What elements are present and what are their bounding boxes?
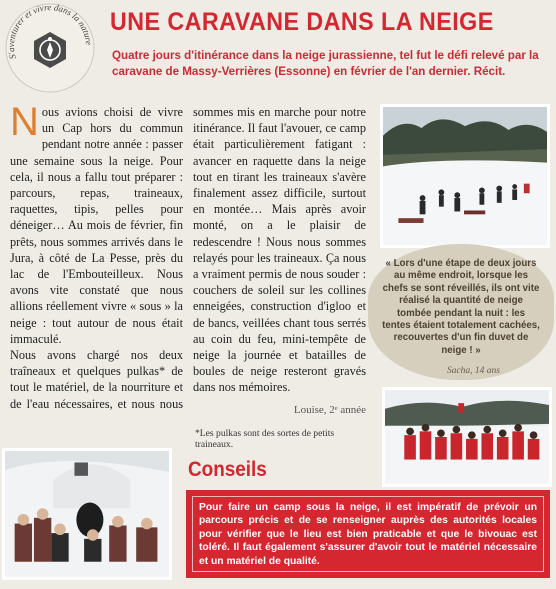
conseils-box — [186, 490, 550, 578]
section-badge — [4, 2, 96, 94]
photo-group — [382, 387, 552, 487]
article-title: UNE CARAVANE DANS LA NEIGE — [110, 8, 494, 36]
paragraph-2: Nous avons chargé nos deux traîneaux et quelques pulkas* de tout le matériel, de la nourriture et de l'eau nécessaires, et nous nous sommes mis en marche pour notre itinérance. Il faut l'avouer, ce camp était particulièrement fatigant : avancer en raquette dans la neige tout en tirant les traineaux s'avère finalement assez difficile, surtout en montée… Mais après avoir monté, on a le plaisir de redescendre ! Nous nous sommes relayés pour les traineaux. Ça nous a vraiment permis de nous souder : couchers de soleil sur les collines enneigées, construction d'igloo et de bancs, veillées chant tous serrés au coin du feu, mini-tempête de neige la journée et batailles de boules de neige resteront gravés dans nos mémoires. — [10, 105, 366, 411]
quote-author: Sacha, 14 ans — [446, 366, 500, 376]
quote-text: « Lors d'une étape de deux jours au même endroit, lorsque les chefs se sont réveillés, ils ont vite réalisé la quantité de neige tombée pendant la nuit : les tentes étaient totalement cachées, recouvertes d'un fin duvet de neige ! » — [382, 258, 540, 356]
conseils-text: Pour faire un camp sous la neige, il est impératif de prévoir un parcours précis et de se renseigner auprès des autorités locales pour vérifier que le lieu est bien praticable et que le bivouac est toléré. Il faut également s'assurer d'avoir tout le matériel nécessaire et un matériel de qualité. — [192, 496, 544, 572]
quote-bubble — [368, 244, 554, 380]
article-signature: Louise, 2ᵉ année — [293, 403, 366, 416]
conseils-title: Conseils — [188, 458, 267, 481]
badge-text: S'aventurer et vivre dans la nature — [5, 2, 95, 61]
footnote: *Les pulkas sont des sortes de petits traineaux. — [195, 428, 335, 450]
article-lede: Quatre jours d'itinérance dans la neige jurassienne, tel fut le défi relevé par la caravane de Massy-Verrières (Essonne) en février de l'an dernier. Récit. — [112, 49, 539, 78]
photo-igloo — [2, 448, 172, 580]
paragraph-1: ous avions choisi de vivre un Cap hors du commun pendant notre année : passer une semaine sous la neige. Pour cela, il nous a fallu tout préparer : parcours, repas, traineaux, raquettes, tipis, pelles pour déneiger… Au mois de février, fin prêts, nous sommes arrivés dans le Jura, à côté de La Pesse, près du lac de l'Embouteilleux. Nous avons vite constaté que nous allions réellement vivre « sous » la neige : tout autour de nous était immaculé. — [10, 105, 183, 346]
photo-snow-trek — [380, 104, 550, 248]
body-column-1 — [10, 100, 366, 422]
drop-cap: N — [10, 100, 39, 144]
